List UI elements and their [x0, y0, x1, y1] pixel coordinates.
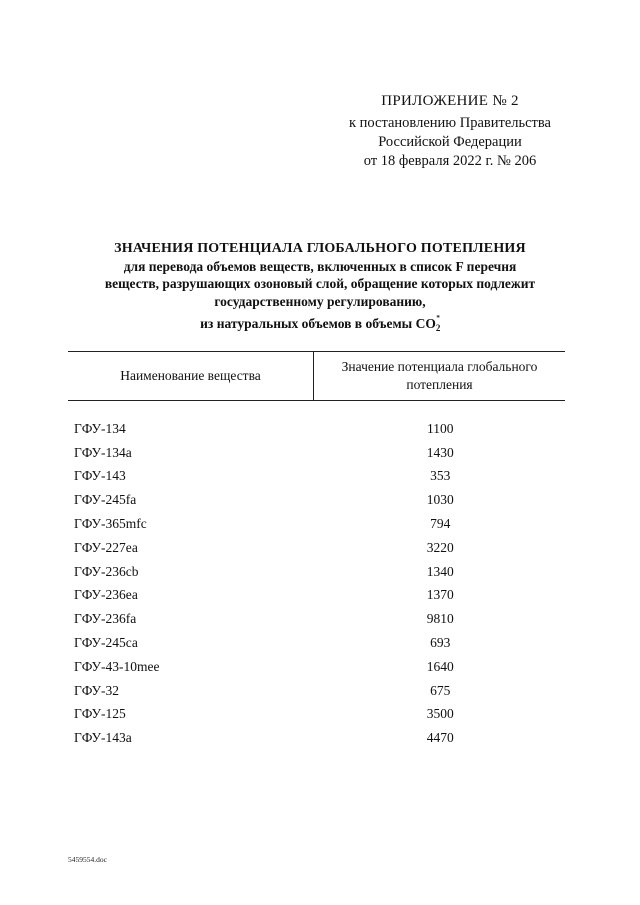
gwp-value-cell: 794	[430, 516, 451, 532]
substance-name-cell: ГФУ-143а	[74, 730, 132, 746]
heading-line-2: веществ, разрушающих озоновый слой, обращение которых подлежит	[104, 276, 536, 291]
table-row	[68, 584, 565, 608]
table-row	[68, 512, 565, 536]
gwp-value-cell: 1100	[427, 420, 454, 436]
header-substance-name: Наименование вещества	[68, 352, 314, 401]
gwp-value-cell: 4470	[426, 730, 454, 746]
table-header-row	[68, 352, 565, 401]
substance-name-cell: ГФУ-125	[74, 706, 126, 722]
substance-name-cell: ГФУ-32	[74, 682, 119, 698]
heading-line-1: для перевода объемов веществ, включенных в список F перечня	[123, 258, 517, 274]
annex-title: ПРИЛОЖЕНИЕ № 2	[381, 93, 519, 109]
gwp-value-cell: 693	[430, 635, 451, 651]
table-row	[68, 417, 565, 441]
substance-name-cell: ГФУ-236fa	[74, 611, 137, 627]
substance-name-cell: ГФУ-245са	[74, 635, 138, 651]
header-gwp-value: Значение потенциала глобального потепления	[314, 352, 566, 401]
substance-name-cell: ГФУ-134а	[74, 444, 132, 460]
substance-name-cell: ГФУ-227еа	[74, 539, 138, 555]
heading-line-4-text: из натуральных объемов в объемы CO	[200, 316, 436, 331]
gwp-value-cell: 353	[430, 468, 451, 484]
co2-subscript: 2	[435, 323, 441, 333]
gwp-value-cell: 1370	[426, 587, 454, 603]
substance-name-cell: ГФУ-43-10mee	[74, 658, 160, 674]
table-row	[68, 441, 565, 465]
heading-line-3: государственному регулированию,	[214, 293, 426, 309]
table-row	[68, 655, 565, 679]
table-row	[68, 465, 565, 489]
gwp-value-cell: 9810	[426, 611, 454, 627]
table-row	[68, 631, 565, 655]
heading-line-4	[60, 310, 580, 338]
table-row	[68, 726, 565, 750]
substance-name-cell: ГФУ-236еа	[74, 587, 138, 603]
table-row	[68, 536, 565, 560]
gwp-table	[68, 351, 565, 750]
gwp-value-cell: 1640	[426, 658, 454, 674]
gwp-value-cell: 1340	[426, 563, 454, 579]
gwp-value-cell: 3220	[426, 539, 454, 555]
footer-doc-id: 5459554.doc	[68, 855, 107, 864]
table-body	[68, 401, 565, 751]
table-row	[68, 703, 565, 727]
annex-line-date: от 18 февраля 2022 г. № 206	[363, 153, 537, 169]
gwp-value-cell: 675	[430, 682, 451, 698]
gwp-value-cell: 1430	[426, 444, 454, 460]
table-spacer-row	[68, 401, 565, 418]
substance-name-cell: ГФУ-245fa	[74, 492, 137, 508]
footnote-mark: *	[436, 314, 440, 322]
table-row	[68, 679, 565, 703]
substance-name-cell: ГФУ-236cb	[74, 563, 139, 579]
annex-line-decree: к постановлению Правительства	[349, 115, 551, 131]
substance-name-cell: ГФУ-143	[74, 468, 126, 484]
gwp-value-cell: 1030	[426, 492, 454, 508]
gwp-table-container	[68, 351, 565, 750]
table-row	[68, 607, 565, 631]
main-heading: ЗНАЧЕНИЯ ПОТЕНЦИАЛА ГЛОБАЛЬНОГО ПОТЕПЛЕНИЯ	[114, 241, 526, 256]
gwp-value-cell: 3500	[426, 706, 454, 722]
table-row	[68, 488, 565, 512]
substance-name-cell: ГФУ-365mfc	[74, 516, 147, 532]
document-title	[60, 240, 580, 338]
table-row	[68, 560, 565, 584]
substance-name-cell: ГФУ-134	[74, 420, 126, 436]
annex-line-federation: Российской Федерации	[378, 134, 522, 150]
annex-block	[330, 92, 570, 171]
